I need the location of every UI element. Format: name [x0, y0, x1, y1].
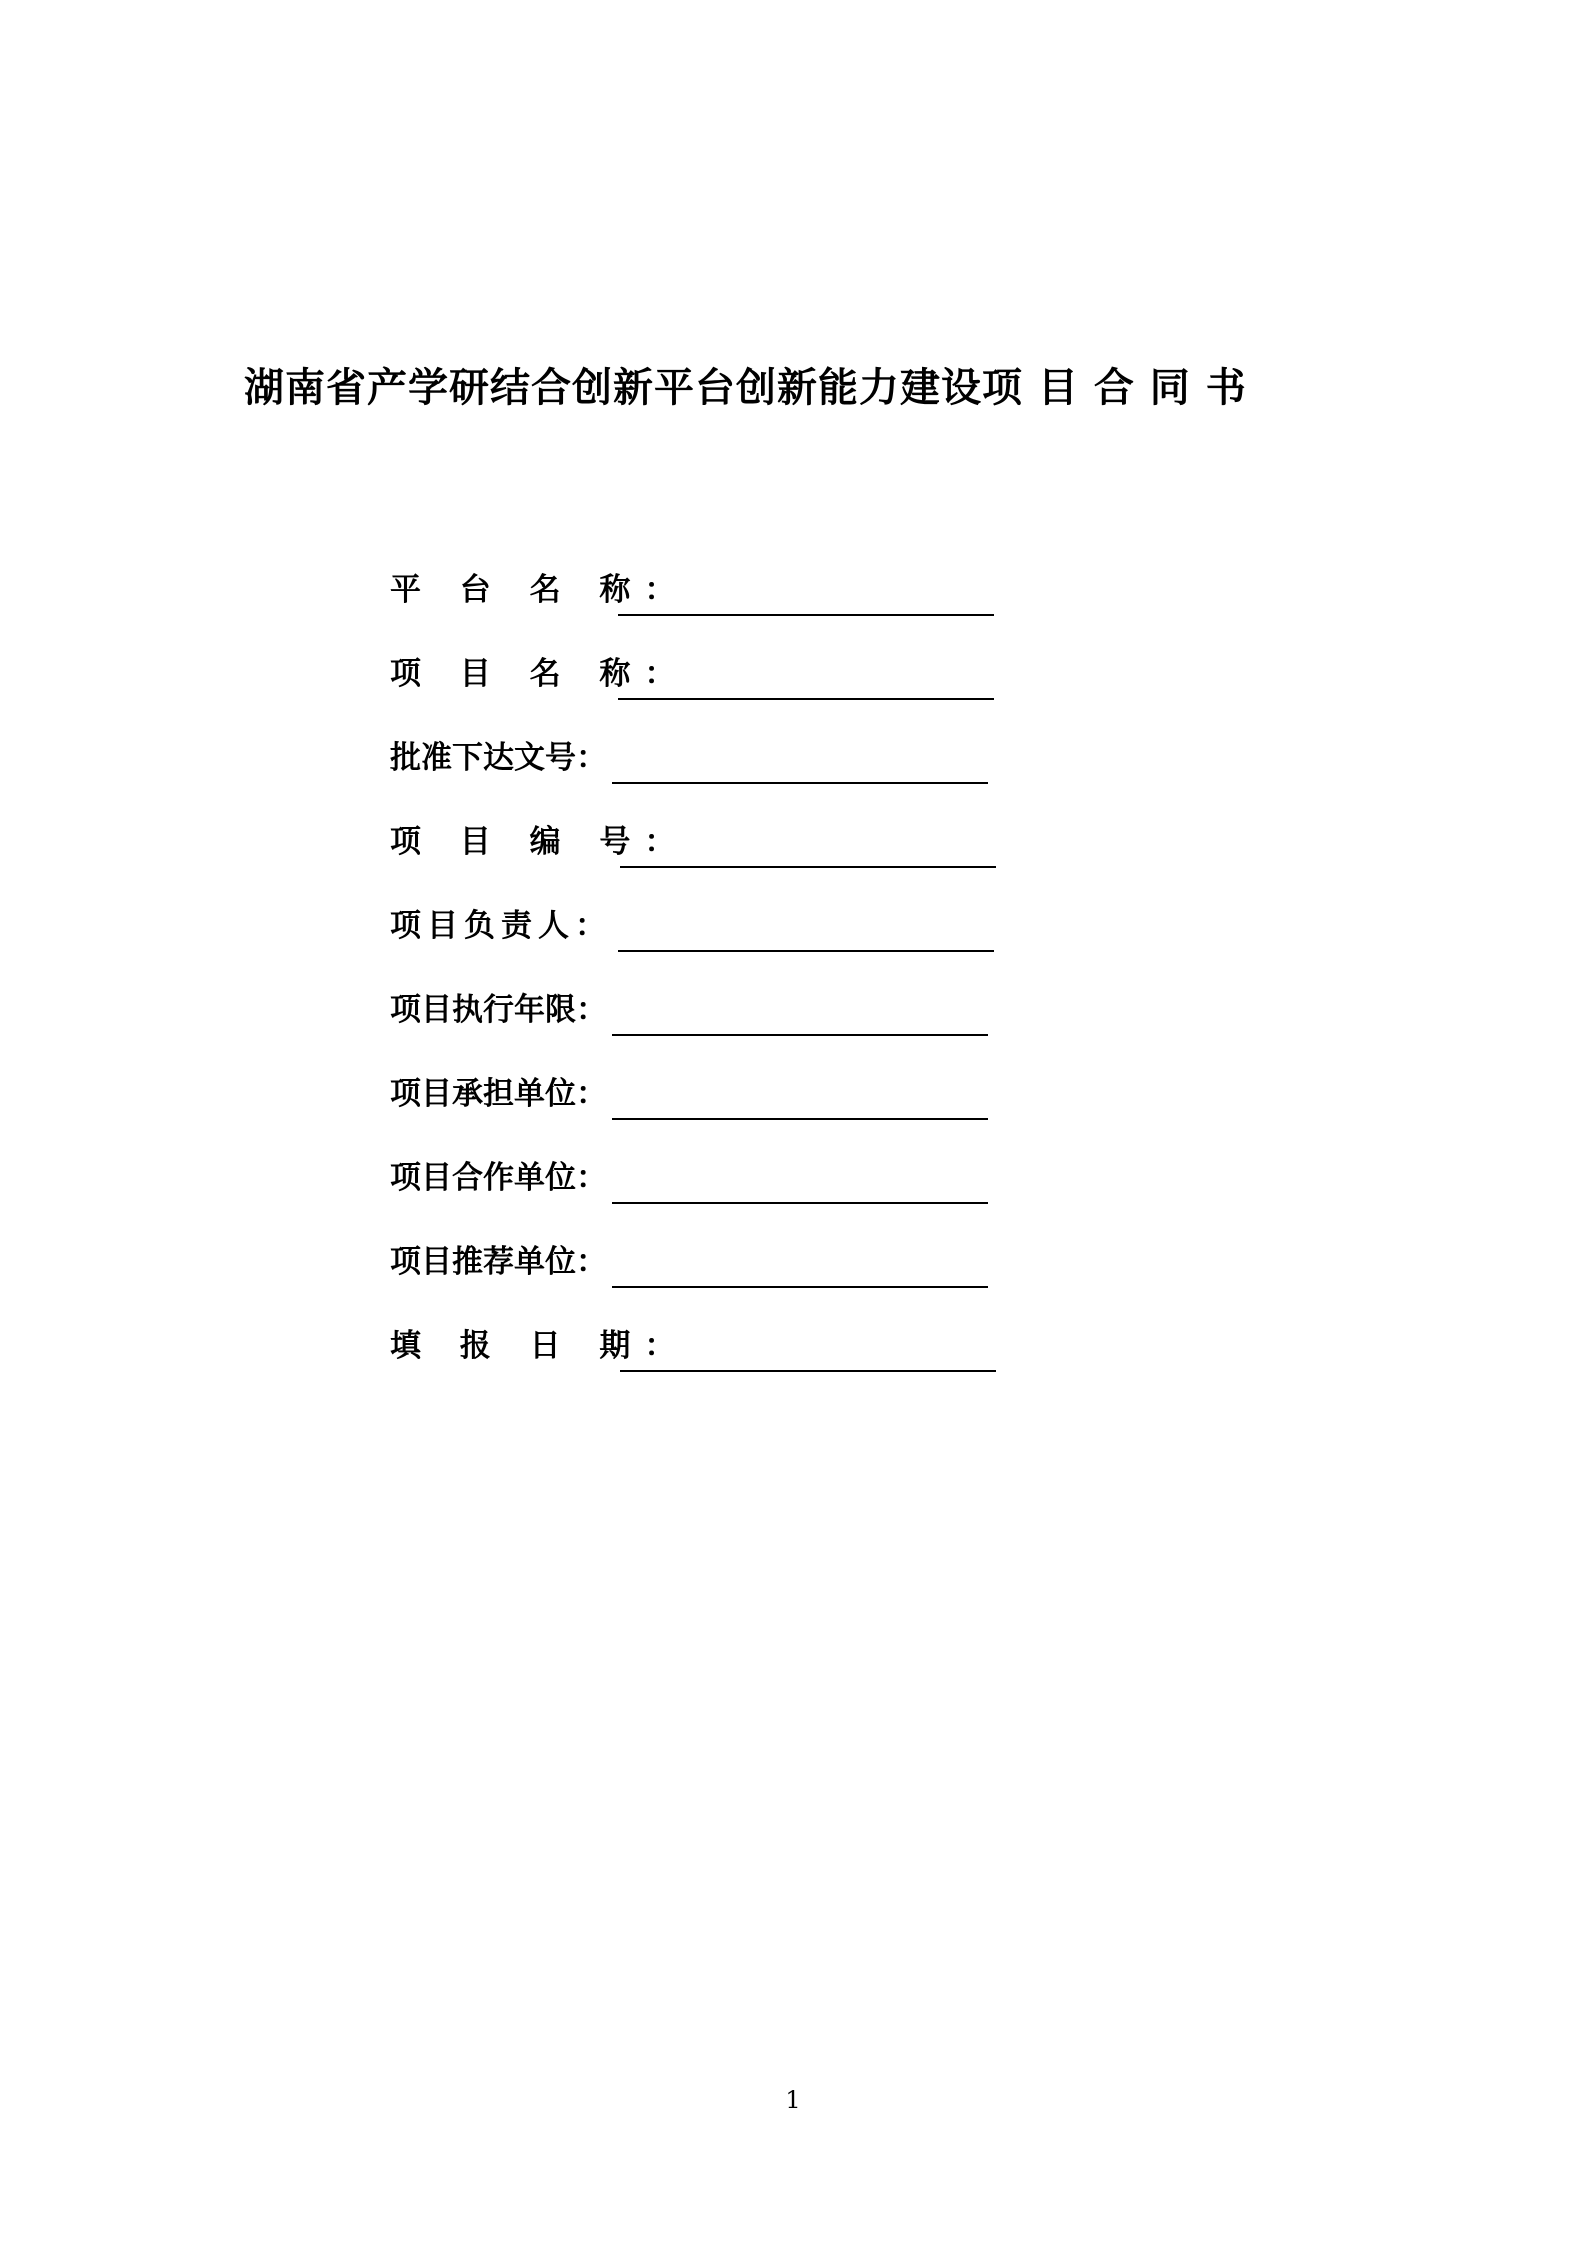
field-label: 项目执行年限： [390, 992, 607, 1028]
field-label: 项目承担单位： [390, 1076, 607, 1112]
field-undertaking-unit [390, 1070, 1010, 1120]
fill-in-line [618, 950, 994, 952]
field-label: 批准下达文号： [390, 740, 607, 776]
field-label: 平 台 名 称： [390, 572, 690, 608]
field-approval-document-number [390, 734, 1010, 784]
fill-in-line [618, 614, 994, 616]
field-label: 填 报 日 期： [390, 1328, 690, 1364]
field-cooperation-unit [390, 1154, 1010, 1204]
fill-in-line [612, 782, 988, 784]
field-project-name [390, 650, 1010, 700]
field-project-leader [390, 902, 1010, 952]
fill-in-line [620, 1370, 996, 1372]
field-label: 项 目 编 号： [390, 824, 690, 860]
fill-in-line [612, 1202, 988, 1204]
page-number: 1 [785, 2086, 801, 2114]
fill-in-line [612, 1118, 988, 1120]
fill-in-line [618, 698, 994, 700]
field-label: 项 目 名 称： [390, 656, 690, 692]
fill-in-line [620, 866, 996, 868]
field-platform-name [390, 566, 1010, 616]
field-filing-date [390, 1322, 1010, 1372]
field-recommending-unit [390, 1238, 1010, 1288]
fill-in-line [612, 1034, 988, 1036]
fill-in-line [612, 1286, 988, 1288]
field-execution-period [390, 986, 1010, 1036]
field-project-number [390, 818, 1010, 868]
field-label: 项目合作单位： [390, 1160, 607, 1196]
field-label: 项目推荐单位： [390, 1244, 607, 1280]
document-title: 湖南省产学研结合创新平台创新能力建设项 目 合 同 书 [244, 365, 1247, 411]
field-label: 项目负责人： [390, 908, 612, 944]
